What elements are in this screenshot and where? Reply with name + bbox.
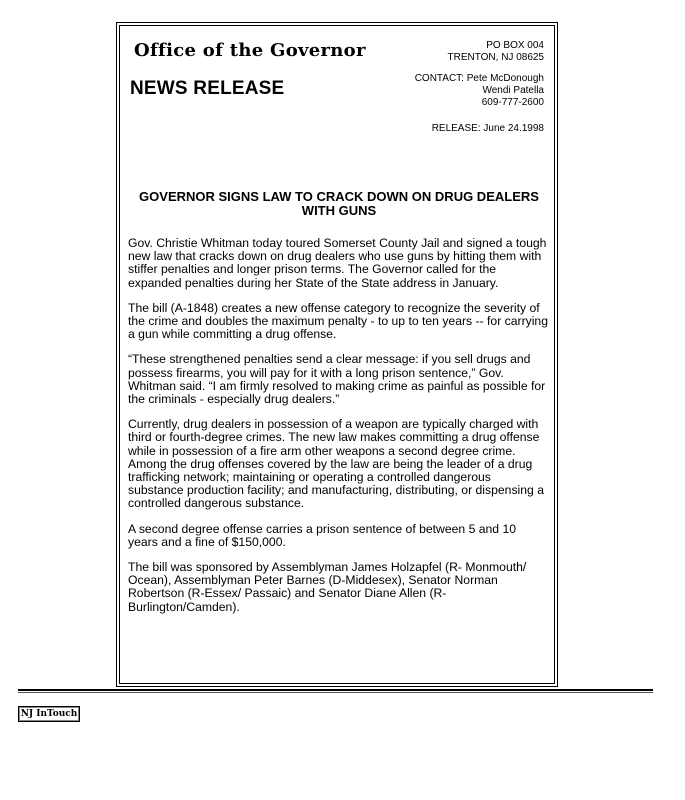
paragraph: “These strengthened penalties send a clear message: if you sell drugs and possess firearms, you will pay for it with a long prison sentence,” Gov. Whitman said. “I am firmly resolved to making crime as painful as possible for the criminals - especially drug dealers.” — [128, 352, 546, 407]
address-block — [447, 40, 544, 64]
contact-line-2: Wendi Patella — [482, 85, 544, 96]
paragraph: Gov. Christie Whitman today toured Somerset County Jail and signed a tough new law that cracks down on drug dealers who use guns by hitting them with stiffer penalties and longer prison terms. The Governor called for the expanded penalties during her State of the State address in January. — [128, 236, 547, 290]
paragraph: Currently, drug dealers in possession of a weapon are typically charged with third or fourth-degree crimes. The new law makes committing a drug offense while in possession of a fire arm other weapons a second degree crime. Among the drug offenses covered by the law are being the leader of a drug trafficking network; maintaining or operating a controlled dangerous substance production facility; and manufacturing, distributing, or dispensing a controlled dangerous substance. — [128, 417, 544, 511]
news-release-label: NEWS RELEASE — [130, 78, 285, 99]
paragraph: A second degree offense carries a prison sentence of between 5 and 10 years and a fine of $150,000. — [128, 521, 517, 549]
news-release-page — [116, 22, 558, 687]
paragraph: The bill was sponsored by Assemblyman James Holzapfel (R- Monmouth/ Ocean), Assemblyman Peter Barnes (D-Middesex), Senator Norman Robertson (R-Essex/ Passaic) and Senator Diane Allen (R- Burlington/Camden). — [128, 560, 527, 614]
article-headline: GOVERNOR SIGNS LAW TO CRACK DOWN ON DRUG DEALERS WITH GUNS — [139, 189, 539, 218]
footer-rule-thin — [18, 692, 653, 693]
release-date: RELEASE: June 24.1998 — [431, 123, 544, 134]
contact-line-1: CONTACT: Pete McDonough — [414, 73, 544, 84]
article-body — [128, 237, 548, 626]
contact-phone: 609-777-2600 — [481, 97, 544, 108]
nj-intouch-logo: NJ InTouch — [18, 706, 80, 722]
address-line-2: TRENTON, NJ 08625 — [447, 52, 544, 63]
footer-rule — [18, 689, 653, 691]
contact-block — [415, 73, 544, 109]
address-line-1: PO BOX 004 — [486, 40, 544, 51]
paragraph: The bill (A-1848) creates a new offense category to recognize the severity of the crime and doubles the maximum penalty - to up to ten years -- for carrying a gun while committing a drug offense. — [128, 300, 548, 342]
office-title: Office of the Governor — [134, 40, 366, 61]
